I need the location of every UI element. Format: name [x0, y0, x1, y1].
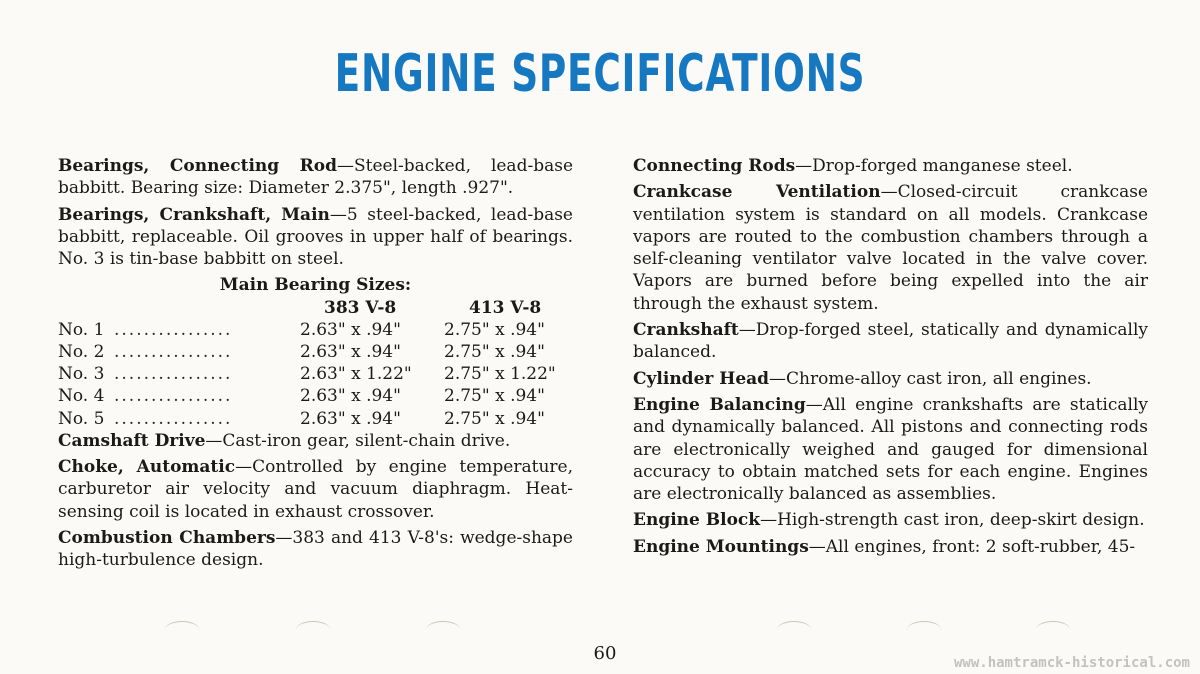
spec-engine-balancing [633, 394, 1148, 505]
main-bearing-sizes-table [58, 274, 573, 429]
spec-text: —Cast-iron gear, silent-chain drive. [205, 430, 511, 451]
spec-heading: Camshaft Drive [58, 430, 206, 451]
spec-heading: Crankshaft [633, 320, 739, 341]
spec-camshaft-drive [58, 430, 573, 452]
spec-heading: Crankcase Ventilation [633, 182, 881, 203]
column-header-413: 413 V-8 [469, 297, 542, 318]
table-caption: Main Bearing Sizes: [219, 275, 412, 296]
binder-hole [1036, 621, 1070, 638]
spec-heading: Bearings, Crankshaft, Main [58, 204, 330, 225]
page-title: ENGINE SPECIFICATIONS [334, 44, 866, 104]
spec-heading: Combustion Chambers [58, 527, 276, 548]
spec-heading: Engine Mountings [633, 536, 809, 557]
spec-text: —5 steel-backed, lead-base babbitt, replaceable. Oil grooves in upper half of bearings. No. 3 is tin-base babbitt on steel. [58, 204, 573, 270]
row-label: No. 3 [58, 364, 105, 385]
binder-hole [777, 621, 811, 638]
spec-heading: Connecting Rods [633, 156, 796, 176]
table-row [58, 319, 573, 341]
spec-text: —Controlled by engine temperature, carburetor air velocity and vacuum diaphragm. Heat-sensing coil is located in exhaust crossover. [58, 457, 573, 522]
size-383: 2.63" x .94" [300, 319, 401, 340]
spec-text: —Steel-backed, lead-base babbitt. Bearing size: Diameter 2.375", length .927". [58, 156, 573, 199]
spec-heading: Engine Balancing [633, 394, 806, 415]
size-413: 2.75" x .94" [444, 319, 545, 340]
spec-bearings-connecting-rod [58, 155, 573, 200]
table-row [58, 408, 573, 430]
spec-text: —All engine crankshafts are statically and dynamically balanced. All pistons and connecting rods are electronically weighed and gauged for dimensional accuracy to obtain matched sets for each engine. Engines are electronically balanced as assemblies. [633, 394, 1148, 505]
spec-heading: Bearings, Connecting Rod [58, 156, 337, 176]
size-383: 2.63" x 1.22" [300, 364, 412, 385]
spec-bearings-crankshaft-main [58, 204, 573, 271]
spec-text: —Chrome-alloy cast iron, all engines. [769, 368, 1092, 389]
size-413: 2.75" x 1.22" [444, 364, 556, 385]
right-column [633, 155, 1148, 562]
size-413: 2.75" x .94" [444, 386, 545, 407]
row-label: No. 5 [58, 408, 105, 429]
spec-choke-automatic [58, 456, 573, 523]
spec-connecting-rods [633, 155, 1148, 177]
spec-text: —Closed-circuit crankcase ventilation system is standard on all models. Crankcase vapors are routed to the combustion chambers through a self-cleaning ventilator valve located in the valve cover. Vapors are burned before being expelled into the air through the exhaust system. [633, 182, 1148, 314]
spec-cylinder-head [633, 368, 1148, 390]
binder-hole [296, 621, 330, 638]
size-383: 2.63" x .94" [300, 408, 401, 429]
spec-engine-block [633, 509, 1148, 531]
page-number: 60 [593, 643, 617, 664]
spec-engine-mountings [633, 536, 1148, 558]
leader-dots: ................ [114, 386, 233, 407]
size-413: 2.75" x .94" [444, 408, 545, 429]
leader-dots: ................ [114, 408, 233, 429]
left-column [58, 155, 573, 576]
table-row [58, 363, 573, 385]
spec-text: —All engines, front: 2 soft-rubber, 45- [808, 536, 1136, 557]
binder-hole [165, 621, 199, 638]
leader-dots: ................ [114, 319, 233, 340]
leader-dots: ................ [114, 341, 233, 362]
size-383: 2.63" x .94" [300, 341, 401, 362]
watermark: www.hamtramck-historical.com [953, 655, 1190, 671]
binder-hole [426, 621, 460, 638]
table-row [58, 341, 573, 363]
leader-dots: ................ [114, 364, 233, 385]
spec-text: —Drop-forged manganese steel. [795, 156, 1073, 176]
row-label: No. 1 [58, 319, 105, 340]
spec-crankcase-ventilation [633, 181, 1148, 315]
spec-crankshaft [633, 319, 1148, 364]
spec-heading: Cylinder Head [633, 368, 770, 389]
size-413: 2.75" x .94" [444, 341, 545, 362]
spec-heading: Engine Block [633, 510, 761, 531]
table-header-row [58, 297, 573, 319]
spec-text: —Drop-forged steel, statically and dynamically balanced. [633, 320, 1148, 363]
spec-combustion-chambers [58, 527, 573, 572]
size-383: 2.63" x .94" [300, 386, 401, 407]
spec-text: —High-strength cast iron, deep-skirt design. [760, 510, 1145, 531]
spec-text: —383 and 413 V-8's: wedge-shape high-turbulence design. [58, 527, 573, 571]
row-label: No. 2 [58, 341, 105, 362]
spec-heading: Choke, Automatic [58, 457, 236, 478]
row-label: No. 4 [58, 386, 105, 407]
column-header-383: 383 V-8 [324, 297, 397, 318]
table-row [58, 385, 573, 407]
binder-hole [907, 621, 941, 638]
